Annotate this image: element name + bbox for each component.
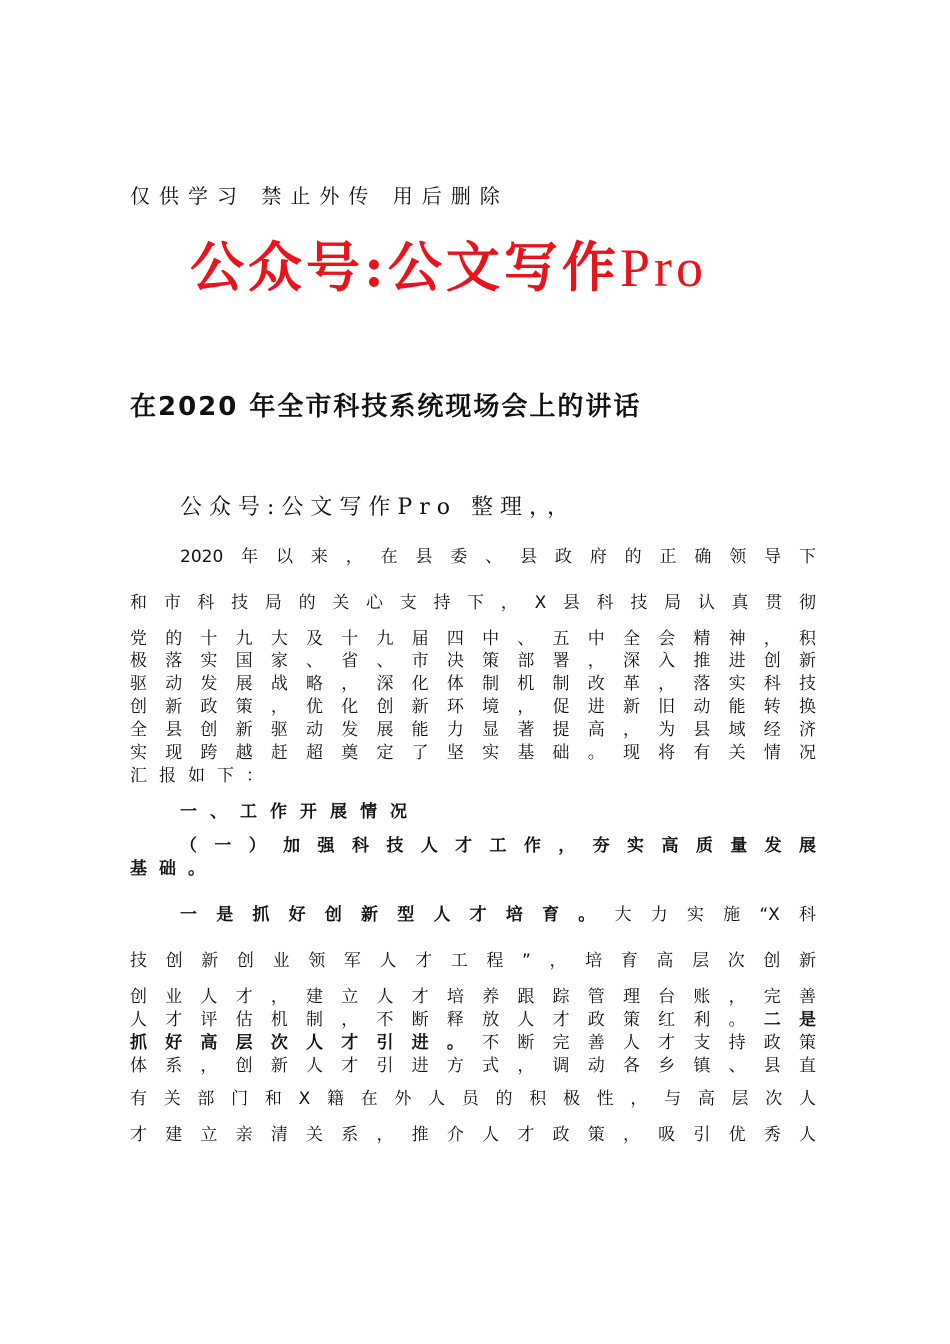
curator-line: 公众号:公文写作Pro 整理，， [180, 495, 576, 520]
para2-line5-bold: 抓好高层次人才引进。 [130, 1033, 483, 1053]
brand-cjk-text: 公众号:公文写作 [190, 235, 620, 299]
para2-line-4 [130, 1005, 816, 1030]
para2-line-3: 创业人才，建立人才培养跟踪管理台账，完善 [130, 987, 816, 1007]
brand-watermark [190, 225, 707, 302]
para2-line-8: 才建立亲清关系，推介人才政策，吸引优秀人 [130, 1125, 816, 1145]
body-line-6: 创新政策，优化创新环境，促进新旧动能转换 [130, 697, 816, 717]
subsection-heading-1b: 基础。 [130, 859, 217, 879]
para2-line4-normal: 人才评估机制，不断释放人才政策红利。 [130, 1010, 764, 1030]
body-line-5: 驱动发展战略，深化体制机制改革，落实科技 [130, 674, 816, 694]
para2-line4-bold: 二是 [763, 1010, 816, 1030]
brand-latin-text: Pro [619, 238, 707, 298]
para2-line1-rest: 大力实施“X科 [614, 905, 816, 925]
body-line-9: 汇报如下： [130, 766, 275, 786]
section-heading-1: 一、工作开展情况 [180, 802, 420, 822]
para2-bold-1: 一是抓好创新型人才培育。 [180, 905, 615, 925]
para2-line-5 [130, 1028, 816, 1053]
body-line-4: 极落实国家、省、市决策部署，深入推进创新 [130, 651, 816, 671]
para2-line-2: 技创新创业领军人才工程”，培育高层次创新 [130, 951, 816, 971]
disclaimer-text: 仅供学习 禁止外传 用后删除 [130, 184, 509, 208]
body-line-7: 全县创新驱动发展能力显著提高，为县域经济 [130, 720, 816, 740]
body-line-3: 党的十九大及十九届四中、五中全会精神，积 [130, 629, 816, 649]
para2-line5-rest: 不断完善人才支持政策 [482, 1033, 816, 1053]
document-title: 在2020 年全市科技系统现场会上的讲话 [130, 392, 642, 422]
para2-line-1 [180, 900, 816, 925]
para2-line-6: 体系，创新人才引进方式，调动各乡镇、县直 [130, 1056, 816, 1076]
subsection-heading-1a: （一）加强科技人才工作，夯实高质量发展 [180, 836, 816, 856]
para2-line-7: 有关部门和X籍在外人员的积极性，与高层次人 [130, 1089, 816, 1109]
body-line-2: 和市科技局的关心支持下，X县科技局认真贯彻 [130, 593, 816, 613]
body-line-1: 2020年以来，在县委、县政府的正确领导下 [180, 547, 816, 567]
body-line-8: 实现跨越赶超奠定了坚实基础。现将有关情况 [130, 743, 816, 763]
